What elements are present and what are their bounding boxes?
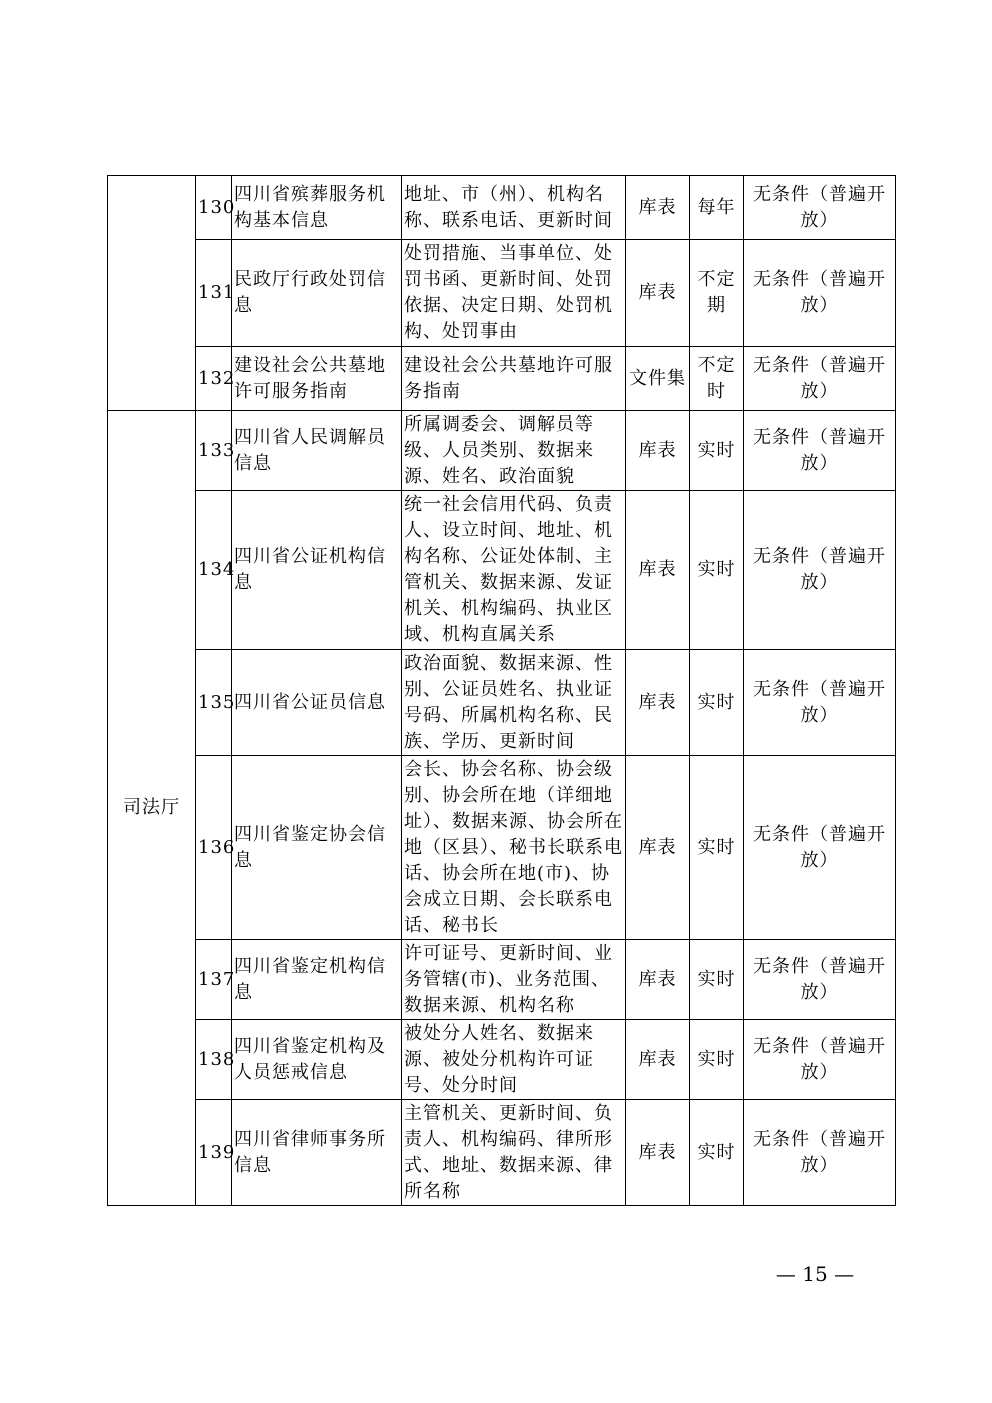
dataset-type: 库表: [626, 491, 690, 650]
dataset-type: 库表: [626, 411, 690, 491]
update-frequency: 实时: [690, 650, 744, 756]
dataset-name: 四川省鉴定机构信息: [232, 940, 402, 1020]
row-number: 135: [196, 650, 232, 756]
row-number: 132: [196, 347, 232, 411]
row-number: 137: [196, 940, 232, 1020]
table-row: [108, 176, 896, 240]
table-row: [108, 940, 896, 1020]
update-frequency: 实时: [690, 756, 744, 940]
dataset-type: 库表: [626, 1020, 690, 1100]
row-number: 133: [196, 411, 232, 491]
dataset-name: 民政厅行政处罚信息: [232, 240, 402, 347]
table-row: [108, 650, 896, 756]
update-frequency: 实时: [690, 1020, 744, 1100]
page-number: — 15 —: [775, 1262, 855, 1286]
dataset-name: 四川省殡葬服务机构基本信息: [232, 176, 402, 240]
row-number: 138: [196, 1020, 232, 1100]
dataset-name: 四川省律师事务所信息: [232, 1100, 402, 1206]
update-frequency: 每年: [690, 176, 744, 240]
dataset-name: 四川省人民调解员信息: [232, 411, 402, 491]
dataset-type: 库表: [626, 756, 690, 940]
openness: 无条件（普遍开放）: [744, 176, 896, 240]
dataset-type: 库表: [626, 940, 690, 1020]
table-row: [108, 240, 896, 347]
dataset-type: 库表: [626, 650, 690, 756]
dataset-type: 库表: [626, 1100, 690, 1206]
table-row: [108, 347, 896, 411]
department-cell: [108, 176, 196, 411]
dataset-name: 四川省公证员信息: [232, 650, 402, 756]
openness: 无条件（普遍开放）: [744, 1100, 896, 1206]
data-catalog-table: [107, 175, 896, 1206]
openness: 无条件（普遍开放）: [744, 491, 896, 650]
row-number: 139: [196, 1100, 232, 1206]
row-number: 131: [196, 240, 232, 347]
dataset-fields: 会长、协会名称、协会级别、协会所在地（详细地址）、数据来源、协会所在地（区县）、秘书长联系电话、协会所在地(市)、协会成立日期、会长联系电话、秘书长: [402, 756, 626, 940]
table-row: [108, 411, 896, 491]
dataset-type: 文件集: [626, 347, 690, 411]
dataset-fields: 政治面貌、数据来源、性别、公证员姓名、执业证号码、所属机构名称、民族、学历、更新时间: [402, 650, 626, 756]
openness: 无条件（普遍开放）: [744, 411, 896, 491]
row-number: 136: [196, 756, 232, 940]
dataset-type: 库表: [626, 240, 690, 347]
row-number: 130: [196, 176, 232, 240]
openness: 无条件（普遍开放）: [744, 940, 896, 1020]
table-row: [108, 1020, 896, 1100]
openness: 无条件（普遍开放）: [744, 650, 896, 756]
dataset-name: 四川省公证机构信息: [232, 491, 402, 650]
dataset-fields: 统一社会信用代码、负责人、设立时间、地址、机构名称、公证处体制、主管机关、数据来源、发证机关、机构编码、执业区域、机构直属关系: [402, 491, 626, 650]
openness: 无条件（普遍开放）: [744, 240, 896, 347]
update-frequency: 实时: [690, 940, 744, 1020]
dataset-name: 四川省鉴定机构及人员惩戒信息: [232, 1020, 402, 1100]
dataset-fields: 被处分人姓名、数据来源、被处分机构许可证号、处分时间: [402, 1020, 626, 1100]
table-row: [108, 1100, 896, 1206]
dataset-fields: 主管机关、更新时间、负责人、机构编码、律所形式、地址、数据来源、律所名称: [402, 1100, 626, 1206]
dataset-fields: 处罚措施、当事单位、处罚书函、更新时间、处罚依据、决定日期、处罚机构、处罚事由: [402, 240, 626, 347]
openness: 无条件（普遍开放）: [744, 756, 896, 940]
openness: 无条件（普遍开放）: [744, 1020, 896, 1100]
openness: 无条件（普遍开放）: [744, 347, 896, 411]
dataset-fields: 所属调委会、调解员等级、人员类别、数据来源、姓名、政治面貌: [402, 411, 626, 491]
update-frequency: 实时: [690, 491, 744, 650]
dataset-name: 四川省鉴定协会信息: [232, 756, 402, 940]
dataset-name: 建设社会公共墓地许可服务指南: [232, 347, 402, 411]
dataset-fields: 许可证号、更新时间、业务管辖(市)、业务范围、数据来源、机构名称: [402, 940, 626, 1020]
table-row: [108, 756, 896, 940]
dataset-type: 库表: [626, 176, 690, 240]
update-frequency: 实时: [690, 411, 744, 491]
dataset-fields: 地址、市（州）、机构名称、联系电话、更新时间: [402, 176, 626, 240]
department-cell: 司法厅: [108, 411, 196, 1206]
update-frequency: 不定期: [690, 240, 744, 347]
update-frequency: 不定时: [690, 347, 744, 411]
dataset-fields: 建设社会公共墓地许可服务指南: [402, 347, 626, 411]
table-row: [108, 491, 896, 650]
update-frequency: 实时: [690, 1100, 744, 1206]
row-number: 134: [196, 491, 232, 650]
